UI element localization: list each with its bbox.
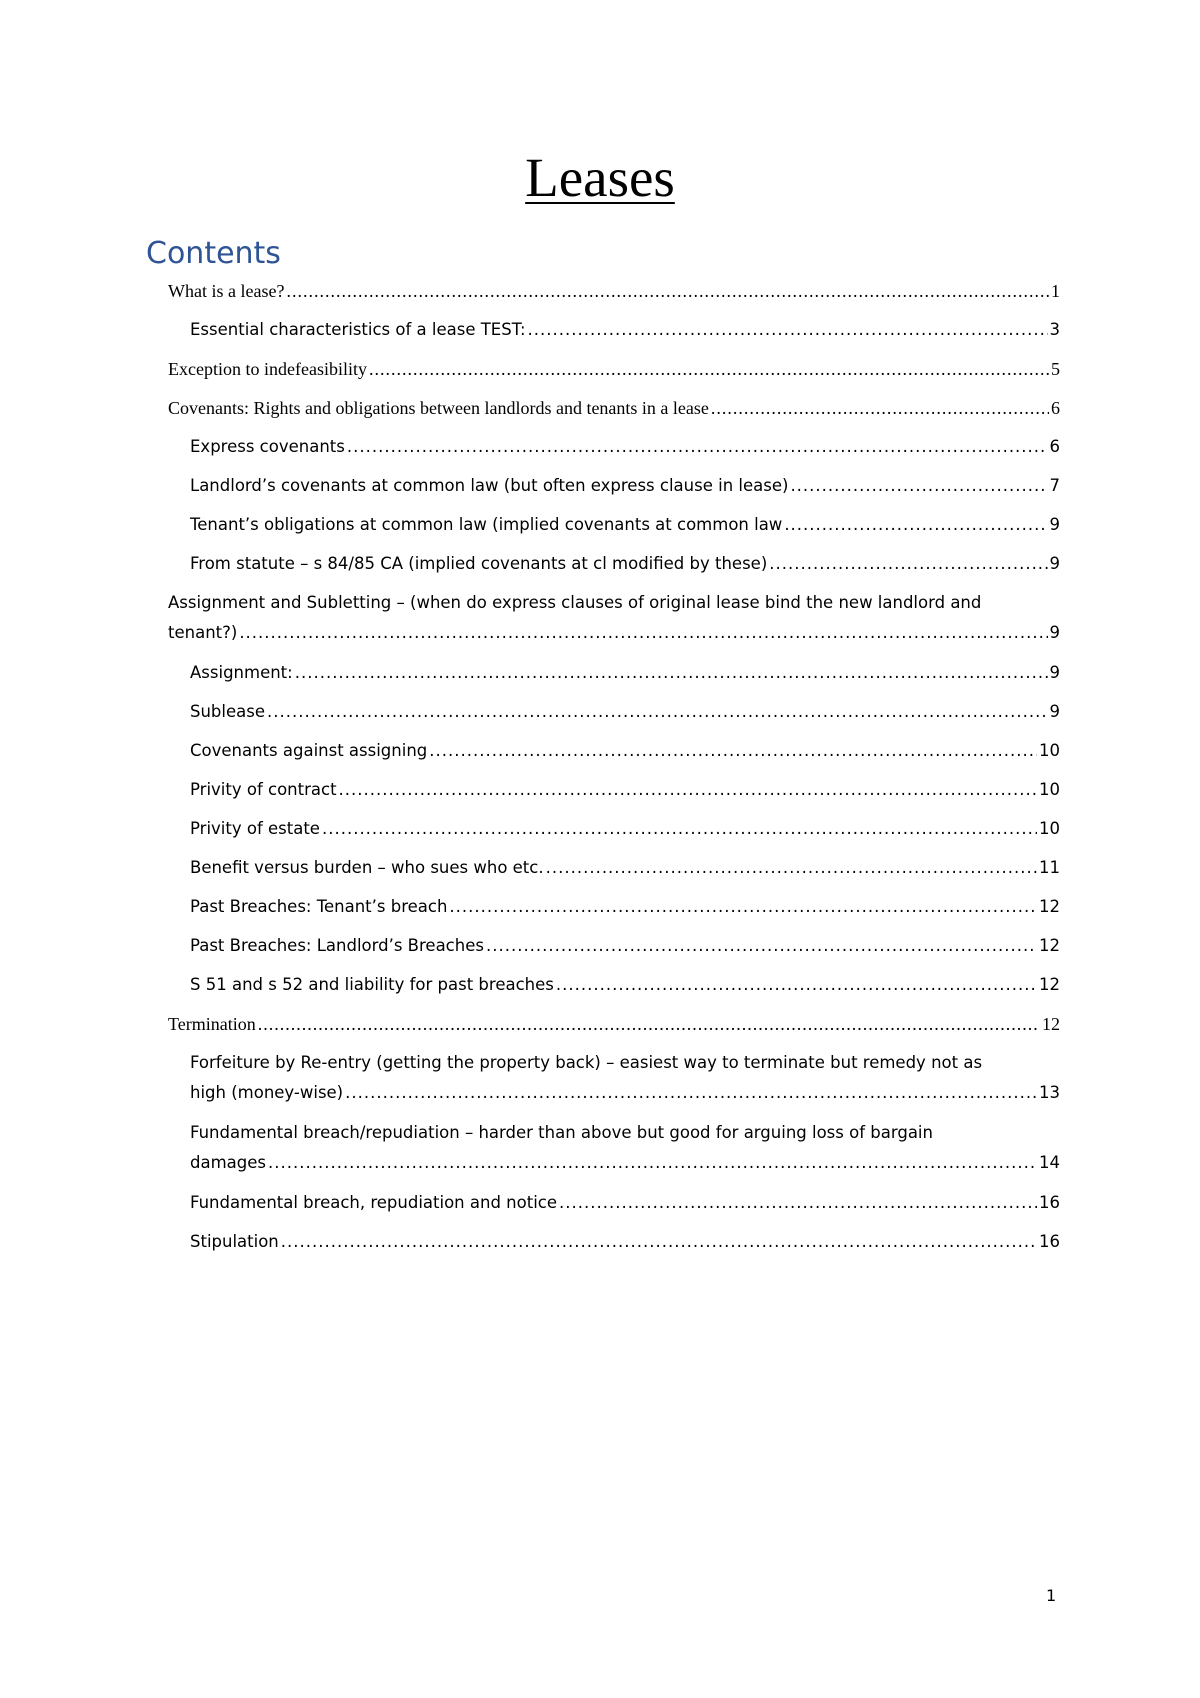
- toc-entry-text: Tenant’s obligations at common law (implied covenants at common law: [190, 515, 783, 534]
- toc-leader: [258, 1009, 1040, 1039]
- toc-entry[interactable]: [168, 588, 1060, 648]
- toc-entry-text: Benefit versus burden – who sues who etc.: [190, 858, 544, 877]
- toc-entry-text: Past Breaches: Tenant’s breach: [190, 897, 448, 916]
- toc-page-number: 16: [1039, 1232, 1060, 1251]
- toc-entry[interactable]: [190, 1118, 1060, 1178]
- toc-leader: [239, 618, 1047, 648]
- toc-page-number: 9: [1049, 623, 1060, 642]
- toc-leader: [429, 736, 1037, 766]
- toc-leader: [790, 471, 1047, 501]
- toc-page-number: 9: [1049, 515, 1060, 534]
- toc-entry-text: From statute – s 84/85 CA (implied covenants at cl modified by these): [190, 554, 768, 573]
- toc-entry-text: high (money-wise): [190, 1083, 344, 1102]
- toc-entry[interactable]: [168, 276, 1060, 306]
- toc-leader: [286, 276, 1049, 306]
- toc-leader: [449, 892, 1037, 922]
- toc-entry[interactable]: [190, 315, 1060, 345]
- toc-entry[interactable]: [190, 970, 1060, 1000]
- toc-entry[interactable]: [190, 1188, 1060, 1218]
- document-title: Leases: [525, 147, 675, 208]
- toc-leader: [322, 814, 1037, 844]
- toc-page-number: 3: [1049, 320, 1060, 339]
- toc-page-number: 5: [1051, 359, 1060, 379]
- toc-entry-text: Essential characteristics of a lease TEST:: [190, 320, 526, 339]
- toc-page-number: 12: [1039, 897, 1060, 916]
- toc-page-number: 10: [1039, 780, 1060, 799]
- toc-entry[interactable]: [190, 1048, 1060, 1108]
- toc-entry-text: Express covenants: [190, 437, 345, 456]
- toc-entry[interactable]: [190, 814, 1060, 844]
- toc-entry-text: Assignment:: [190, 663, 293, 682]
- toc-page-number: 10: [1039, 741, 1060, 760]
- toc-entry[interactable]: [190, 1227, 1060, 1257]
- toc-entry-text: Covenants against assigning: [190, 741, 428, 760]
- toc-entry[interactable]: [190, 892, 1060, 922]
- toc-leader: [784, 510, 1047, 540]
- toc-entry-text-line1: Forfeiture by Re-entry (getting the property back) – easiest way to terminate but remedy not as: [190, 1053, 983, 1072]
- toc-leader: [769, 549, 1047, 579]
- toc-entry-text: Privity of contract: [190, 780, 337, 799]
- toc-entry-text: Termination: [168, 1014, 256, 1034]
- toc-page-number: 11: [1039, 858, 1060, 877]
- toc-entry[interactable]: [190, 549, 1060, 579]
- toc-page-number: 16: [1039, 1193, 1060, 1212]
- toc-entry[interactable]: [190, 432, 1060, 462]
- toc-page-number: 13: [1039, 1083, 1060, 1102]
- toc-leader: [339, 775, 1037, 805]
- toc-entry-text: Stipulation: [190, 1232, 279, 1251]
- toc-entry-text: Sublease: [190, 702, 265, 721]
- toc-page-number: 14: [1039, 1153, 1060, 1172]
- toc-page-number: 7: [1049, 476, 1060, 495]
- page-number: 1: [1046, 1586, 1057, 1605]
- toc-entry[interactable]: [190, 931, 1060, 961]
- toc-entry-text: Fundamental breach, repudiation and notice: [190, 1193, 557, 1212]
- toc-page-number: 10: [1039, 819, 1060, 838]
- toc-entry-text: Privity of estate: [190, 819, 320, 838]
- toc-page-number: 12: [1042, 1014, 1060, 1034]
- toc-entry[interactable]: [190, 853, 1060, 883]
- toc-entry-text: damages: [190, 1153, 266, 1172]
- toc-leader: [369, 354, 1049, 384]
- toc-entry-text: S 51 and s 52 and liability for past breaches: [190, 975, 554, 994]
- toc-entry-text-line1: Fundamental breach/repudiation – harder than above but good for arguing loss of bargain: [190, 1123, 933, 1142]
- toc-page-number: 12: [1039, 975, 1060, 994]
- toc-leader: [267, 697, 1048, 727]
- toc-entry[interactable]: [190, 697, 1060, 727]
- toc-page-number: 6: [1049, 437, 1060, 456]
- toc-entry[interactable]: [168, 393, 1060, 423]
- toc-page-number: 6: [1051, 398, 1060, 418]
- toc-page-number: 1: [1051, 281, 1060, 301]
- toc-entry[interactable]: [168, 1009, 1060, 1039]
- toc-entry[interactable]: [190, 775, 1060, 805]
- toc-entry[interactable]: [190, 658, 1060, 688]
- toc-page-number: 9: [1049, 663, 1060, 682]
- toc-page-number: 9: [1049, 702, 1060, 721]
- toc-entry[interactable]: [168, 354, 1060, 384]
- toc-leader: [486, 931, 1037, 961]
- toc-entry[interactable]: [190, 510, 1060, 540]
- toc-leader: [345, 1078, 1037, 1108]
- toc-heading: Contents: [146, 236, 281, 271]
- toc-entry-text: Landlord’s covenants at common law (but often express clause in lease): [190, 476, 789, 495]
- toc-entry[interactable]: [190, 471, 1060, 501]
- toc-entry-text: Covenants: Rights and obligations between landlords and tenants in a lease: [168, 398, 709, 418]
- toc-entry[interactable]: [190, 736, 1060, 766]
- toc-leader: [281, 1227, 1037, 1257]
- toc-entry-text: What is a lease?: [168, 281, 285, 301]
- toc-entry-text: Exception to indefeasibility: [168, 359, 367, 379]
- toc-leader: [711, 393, 1049, 423]
- toc-leader: [268, 1148, 1037, 1178]
- toc-entry-text: tenant?): [168, 623, 238, 642]
- toc-entry-text: Past Breaches: Landlord’s Breaches: [190, 936, 484, 955]
- toc-leader: [528, 315, 1048, 345]
- toc-leader: [556, 970, 1037, 1000]
- toc-leader: [559, 1188, 1037, 1218]
- toc-entry-text-line1: Assignment and Subletting – (when do express clauses of original lease bind the new landlord and: [168, 593, 982, 612]
- toc-leader: [295, 658, 1048, 688]
- toc-leader: [546, 853, 1037, 883]
- toc-page-number: 9: [1049, 554, 1060, 573]
- toc-leader: [347, 432, 1048, 462]
- toc-page-number: 12: [1039, 936, 1060, 955]
